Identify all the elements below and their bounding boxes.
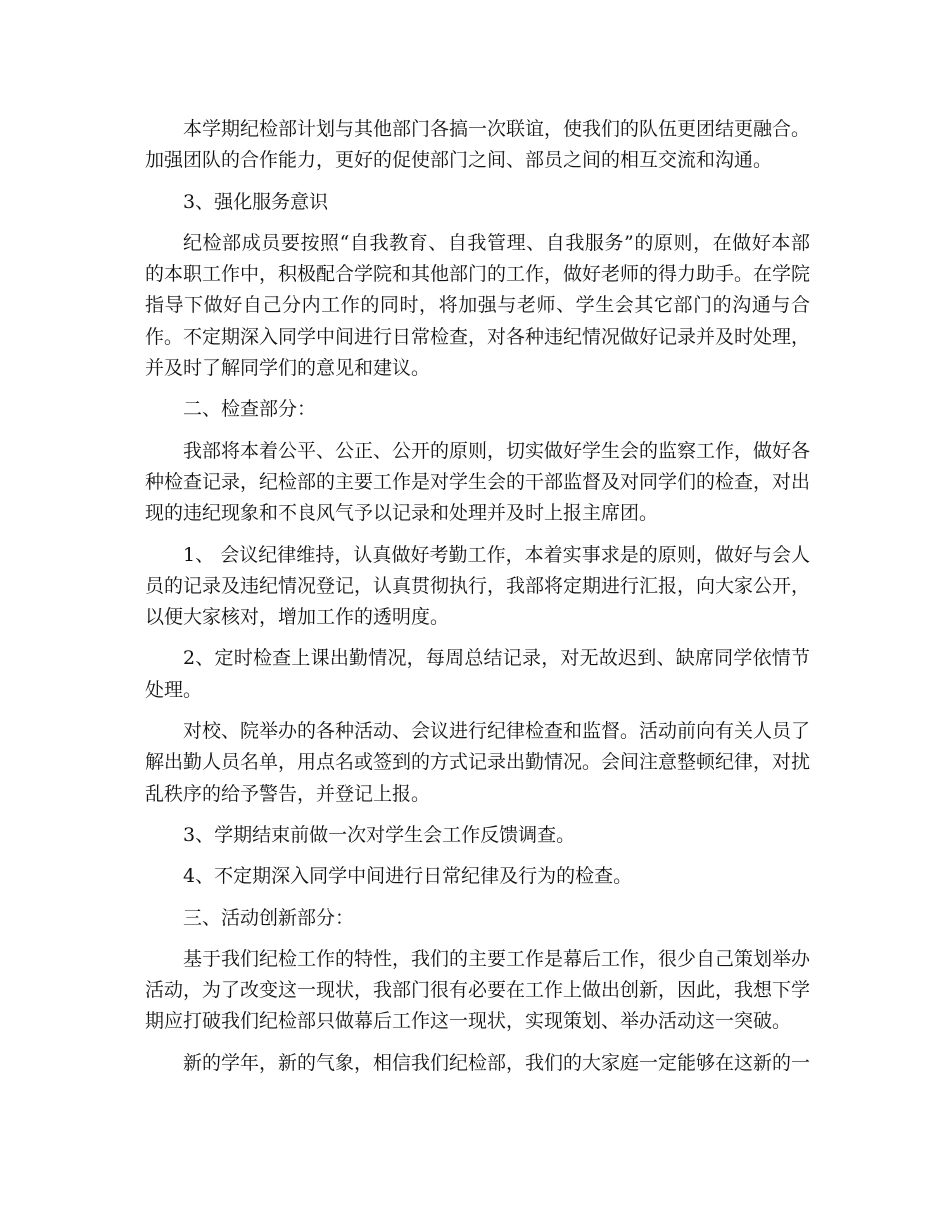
paragraph-feedback-survey: 3、学期结束前做一次对学生会工作反馈调查。 <box>183 823 576 846</box>
document-body <box>145 114 810 1089</box>
paragraph-inspection: 我部将本着公平、公正、公开的原则，切实做好学生会的监察工作，做好各种检查记录，纪检部的主要工作是对学生会的干部监督及对同学们的检查，对出现的违纪现象和不良风气予以记录和处理并及时上报主席团。 <box>145 439 811 525</box>
heading-inspection: 二、检查部分： <box>183 398 317 421</box>
paragraph-activity-supervision: 对校、院举办的各种活动、会议进行纪律检查和监督。活动前向有关人员了解出勤人员名单，用点名或签到的方式记录出勤情况。会间注意整顿纪律，对扰乱秩序的给予警告，并登记上报。 <box>145 720 811 805</box>
paragraph-innovation: 基于我们纪检工作的特性，我们的主要工作是幕后工作，很少自己策划举办活动，为了改变这一现状，我部门很有必要在工作上做出创新，因此，我想下学期应打破我们纪检部只做幕后工作这一现状，实现策划、举办活动这一突破。 <box>145 947 811 1033</box>
paragraph-new-year: 新的学年，新的气象，相信我们纪检部，我们的大家庭一定能够在这新的一 <box>183 1051 811 1074</box>
paragraph-routine-check: 4、不定期深入同学中间进行日常纪律及行为的检查。 <box>183 865 633 888</box>
paragraph-attendance: 2、定时检查上课出勤情况，每周总结记录，对无故迟到、缺席同学依情节处理。 <box>145 647 810 701</box>
heading-innovation: 三、活动创新部分： <box>183 906 355 929</box>
paragraph-service: 纪检部成员要按照“自我教育、自我管理、自我服务”的原则，在做好本部的本职工作中，积极配合学院和其他部门的工作，做好老师的得力助手。在学院指导下做好自己分内工作的同时，将加强与老师、学生会其它部门的沟通与合作。不定期深入同学中间进行日常检查，对各种违纪情况做好记录并及时处理，并及时了解同学们的意见和建议。 <box>145 231 811 380</box>
paragraph-meeting-discipline: 1、 会议纪律维持，认真做好考勤工作，本着实事求是的原则，做好与会人员的记录及违纪情况登记，认真贯彻执行，我部将定期进行汇报，向大家公开，以便大家核对，增加工作的透明度。 <box>145 543 811 629</box>
heading-service-awareness: 3、强化服务意识 <box>183 190 329 213</box>
paragraph-liaison: 本学期纪检部计划与其他部门各搞一次联谊，使我们的队伍更团结更融合。加强团队的合作能力，更好的促使部门之间、部员之间的相互交流和沟通。 <box>145 118 811 172</box>
